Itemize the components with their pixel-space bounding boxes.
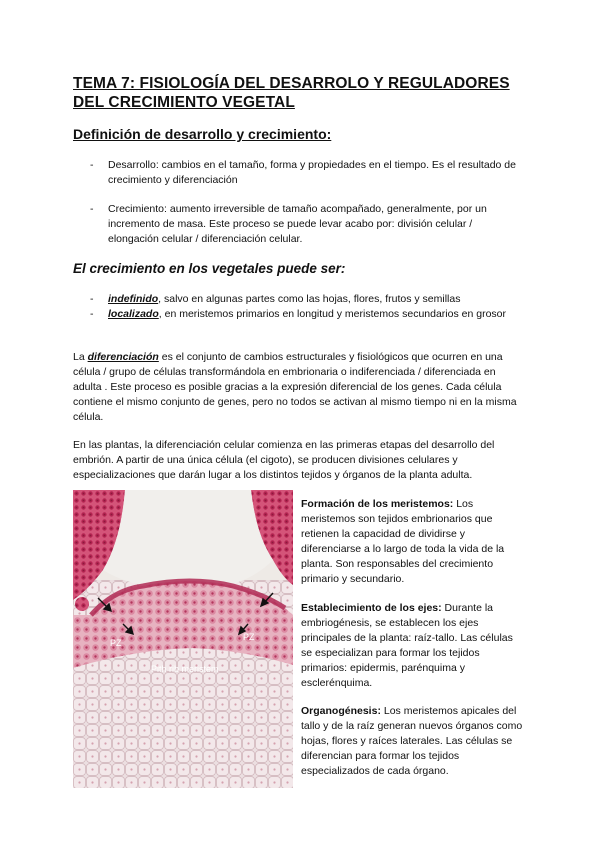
list-item: - Desarrollo: cambios en el tamaño, forma y propiedades en el tiempo. Es el resultado de crecimiento y diferenciación bbox=[90, 158, 520, 188]
paragraph-prefix: La bbox=[73, 351, 88, 363]
label-pith-rib-meristem: Pith rib meristem bbox=[151, 664, 219, 674]
section-text: Los meristemos son tejidos embrionarios que retienen la capacidad de dividirse y diferenciarse a lo largo de toda la vida de la planta. Son responsables del crecimiento primario y secundario. bbox=[301, 498, 505, 585]
meristem-micrograph bbox=[73, 490, 293, 788]
label-pz-left: PZ bbox=[110, 638, 122, 648]
list-item bbox=[90, 307, 520, 322]
definition-list bbox=[90, 158, 520, 247]
term-diferenciacion: diferenciación bbox=[87, 351, 159, 363]
growth-list bbox=[90, 292, 520, 322]
section-title: Organogénesis: bbox=[301, 705, 381, 717]
list-item bbox=[90, 292, 520, 307]
section-text: Durante la embriogénesis, se establecen los ejes principales de la planta: raíz-tallo. Las células se especializan para formar los tejidos primarios: epidermis, parénquima y esclerénquima. bbox=[301, 602, 513, 689]
list-item: - Crecimiento: aumento irreversible de tamaño acompañado, generalmente, por un incremento de masa. Este proceso se puede levar acabo por: división celular / elongación celular / diferenciación celular. bbox=[90, 202, 520, 247]
differentiation-paragraph bbox=[73, 350, 523, 425]
growth-heading: El crecimiento en los vegetales puede ser: bbox=[73, 261, 346, 276]
section-organogenesis bbox=[301, 704, 523, 779]
section-axis-establishment bbox=[301, 601, 523, 691]
term-description: , salvo en algunas partes como las hojas, flores, frutos y semillas bbox=[158, 293, 461, 305]
section-text: Los meristemos apicales del tallo y de la raíz generan nuevos órganos como hojas, flores y raíces laterales. Las células se diferencian para formar los tejidos especializados de cada órgano. bbox=[301, 705, 523, 777]
paragraph-body: es el conjunto de cambios estructurales y fisiológicos que ocurren en una célula / grupo de células transformándola en embrionaria o indiferenciada / diferenciada en adulta . Este proceso es posible gracias a la expresión diferencial de los genes. Cada célula contiene el mismo conjunto de genes, pero no todos se activan al mismo tiempo ni en la misma célula. bbox=[73, 351, 517, 423]
label-pz-right: PZ bbox=[243, 632, 255, 642]
definition-heading: Definición de desarrollo y crecimiento: bbox=[73, 126, 332, 142]
section-title: Formación de los meristemos: bbox=[301, 498, 454, 510]
page-title: TEMA 7: FISIOLOGÍA DEL DESARROLO Y REGULADORES DEL CRECIMIENTO VEGETAL bbox=[73, 75, 510, 111]
term-description: , en meristemos primarios en longitud y meristemos secundarios en grosor bbox=[158, 308, 506, 320]
term-indefinido: indefinido bbox=[108, 293, 159, 305]
plants-paragraph: En las plantas, la diferenciación celular comienza en las primeras etapas del desarrollo del embrión. A partir de una única célula (el cigoto), se producen divisiones celulares y especializaciones que darán lugar a los distintos tejidos y órganos de la planta adulta. bbox=[73, 439, 495, 481]
micrograph-svg bbox=[73, 490, 293, 788]
section-meristem-formation bbox=[301, 497, 523, 587]
section-title: Establecimiento de los ejes: bbox=[301, 602, 442, 614]
term-localizado: localizado bbox=[108, 308, 159, 320]
